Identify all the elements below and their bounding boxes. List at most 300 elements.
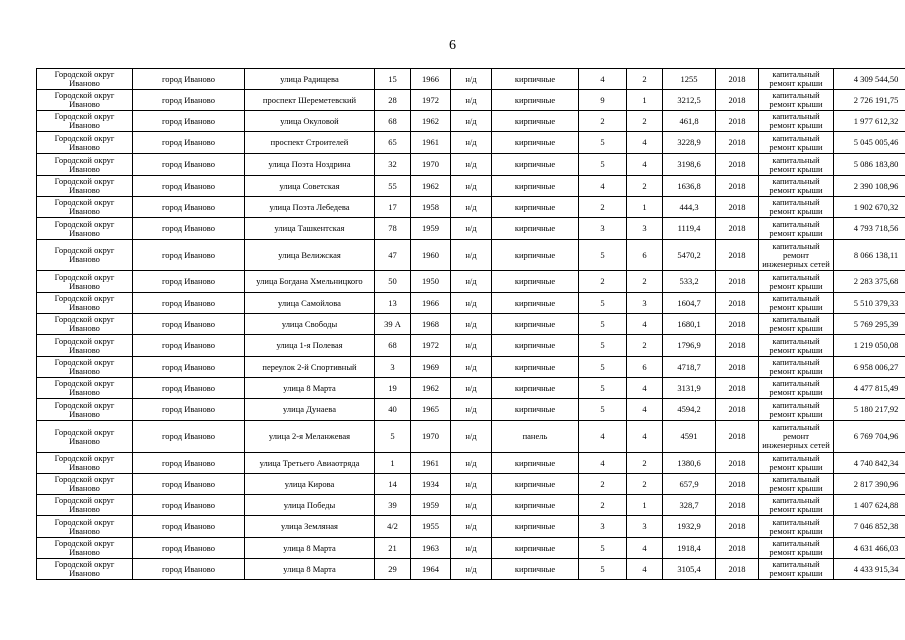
cell-street: улица Советская xyxy=(245,176,375,197)
cell-wall-material: кирпичные xyxy=(492,240,579,271)
cell-house-number: 1 xyxy=(375,453,411,474)
cell-work-type: капитальный ремонт крыши xyxy=(759,474,834,495)
cell-work-type: капитальный ремонт крыши xyxy=(759,111,834,132)
cell-total-area: 1380,6 xyxy=(663,453,716,474)
cell-total-area: 1636,8 xyxy=(663,176,716,197)
table-row xyxy=(37,474,905,495)
table-row xyxy=(37,293,905,314)
cell-street: проспект Строителей xyxy=(245,132,375,154)
cell-year-built: 1961 xyxy=(411,132,451,154)
cell-year-renovated: н/д xyxy=(451,111,492,132)
cell-cost: 4 793 718,56 xyxy=(834,218,905,240)
table-row xyxy=(37,335,905,357)
cell-total-area: 3131,9 xyxy=(663,378,716,399)
cell-cost: 4 309 544,50 xyxy=(834,69,905,90)
cell-total-area: 1796,9 xyxy=(663,335,716,357)
cell-street: улица Поэта Лебедева xyxy=(245,197,375,218)
cell-entrances: 3 xyxy=(627,516,663,538)
cell-floors: 5 xyxy=(579,240,627,271)
cell-wall-material: кирпичные xyxy=(492,197,579,218)
cell-wall-material: кирпичные xyxy=(492,335,579,357)
cell-total-area: 444,3 xyxy=(663,197,716,218)
table-row xyxy=(37,399,905,421)
cell-year-renovated: н/д xyxy=(451,453,492,474)
cell-wall-material: кирпичные xyxy=(492,495,579,516)
cell-work-type: капитальный ремонт инженерных сетей xyxy=(759,240,834,271)
cell-total-area: 461,8 xyxy=(663,111,716,132)
cell-floors: 2 xyxy=(579,271,627,293)
cell-entrances: 2 xyxy=(627,176,663,197)
cell-work-type: капитальный ремонт крыши xyxy=(759,69,834,90)
cell-work-type: капитальный ремонт крыши xyxy=(759,335,834,357)
cell-year-renovated: н/д xyxy=(451,154,492,176)
cell-planned-year: 2018 xyxy=(716,240,759,271)
table-row xyxy=(37,240,905,271)
cell-settlement: город Иваново xyxy=(133,218,245,240)
cell-settlement: город Иваново xyxy=(133,90,245,111)
cell-year-renovated: н/д xyxy=(451,293,492,314)
cell-floors: 5 xyxy=(579,559,627,580)
cell-cost: 8 066 138,11 xyxy=(834,240,905,271)
cell-settlement: город Иваново xyxy=(133,154,245,176)
cell-entrances: 3 xyxy=(627,218,663,240)
cell-settlement: город Иваново xyxy=(133,399,245,421)
cell-wall-material: кирпичные xyxy=(492,111,579,132)
cell-cost: 2 817 390,96 xyxy=(834,474,905,495)
cell-wall-material: кирпичные xyxy=(492,69,579,90)
cell-floors: 5 xyxy=(579,132,627,154)
cell-settlement: город Иваново xyxy=(133,378,245,399)
cell-total-area: 1932,9 xyxy=(663,516,716,538)
cell-settlement: город Иваново xyxy=(133,69,245,90)
cell-entrances: 2 xyxy=(627,335,663,357)
cell-floors: 9 xyxy=(579,90,627,111)
cell-street: улица Богдана Хмельницкого xyxy=(245,271,375,293)
cell-municipality: Городской округ Иваново xyxy=(37,293,133,314)
cell-cost: 5 510 379,33 xyxy=(834,293,905,314)
cell-total-area: 4718,7 xyxy=(663,357,716,378)
cell-house-number: 40 xyxy=(375,399,411,421)
cell-municipality: Городской округ Иваново xyxy=(37,453,133,474)
cell-settlement: город Иваново xyxy=(133,132,245,154)
cell-planned-year: 2018 xyxy=(716,132,759,154)
cell-municipality: Городской округ Иваново xyxy=(37,154,133,176)
cell-entrances: 2 xyxy=(627,111,663,132)
cell-wall-material: панель xyxy=(492,421,579,453)
cell-total-area: 5470,2 xyxy=(663,240,716,271)
cell-work-type: капитальный ремонт крыши xyxy=(759,314,834,335)
table-row xyxy=(37,271,905,293)
cell-year-built: 1959 xyxy=(411,218,451,240)
cell-municipality: Городской округ Иваново xyxy=(37,538,133,559)
cell-floors: 4 xyxy=(579,421,627,453)
cell-cost: 4 477 815,49 xyxy=(834,378,905,399)
cell-total-area: 657,9 xyxy=(663,474,716,495)
cell-settlement: город Иваново xyxy=(133,240,245,271)
cell-work-type: капитальный ремонт крыши xyxy=(759,271,834,293)
cell-planned-year: 2018 xyxy=(716,538,759,559)
cell-planned-year: 2018 xyxy=(716,154,759,176)
cell-planned-year: 2018 xyxy=(716,357,759,378)
cell-street: улица Поэта Ноздрина xyxy=(245,154,375,176)
cell-total-area: 4594,2 xyxy=(663,399,716,421)
cell-wall-material: кирпичные xyxy=(492,132,579,154)
table-row xyxy=(37,197,905,218)
cell-municipality: Городской округ Иваново xyxy=(37,218,133,240)
table-row xyxy=(37,453,905,474)
cell-house-number: 14 xyxy=(375,474,411,495)
cell-entrances: 4 xyxy=(627,154,663,176)
cell-year-renovated: н/д xyxy=(451,421,492,453)
cell-cost: 1 407 624,88 xyxy=(834,495,905,516)
cell-entrances: 2 xyxy=(627,271,663,293)
cell-planned-year: 2018 xyxy=(716,335,759,357)
cell-entrances: 4 xyxy=(627,378,663,399)
cell-municipality: Городской округ Иваново xyxy=(37,474,133,495)
cell-work-type: капитальный ремонт крыши xyxy=(759,197,834,218)
table-row xyxy=(37,516,905,538)
cell-planned-year: 2018 xyxy=(716,271,759,293)
cell-planned-year: 2018 xyxy=(716,516,759,538)
table-row xyxy=(37,314,905,335)
cell-cost: 4 740 842,34 xyxy=(834,453,905,474)
cell-settlement: город Иваново xyxy=(133,176,245,197)
cell-house-number: 15 xyxy=(375,69,411,90)
cell-house-number: 21 xyxy=(375,538,411,559)
cell-cost: 5 769 295,39 xyxy=(834,314,905,335)
cell-total-area: 328,7 xyxy=(663,495,716,516)
cell-street: проспект Шереметевский xyxy=(245,90,375,111)
cell-wall-material: кирпичные xyxy=(492,176,579,197)
cell-street: улица Ташкентская xyxy=(245,218,375,240)
cell-planned-year: 2018 xyxy=(716,111,759,132)
cell-street: улица Земляная xyxy=(245,516,375,538)
cell-work-type: капитальный ремонт крыши xyxy=(759,293,834,314)
cell-planned-year: 2018 xyxy=(716,176,759,197)
cell-municipality: Городской округ Иваново xyxy=(37,378,133,399)
cell-cost: 6 958 006,27 xyxy=(834,357,905,378)
cell-year-built: 1970 xyxy=(411,154,451,176)
cell-cost: 1 977 612,32 xyxy=(834,111,905,132)
cell-street: переулок 2-й Спортивный xyxy=(245,357,375,378)
cell-municipality: Городской округ Иваново xyxy=(37,314,133,335)
cell-planned-year: 2018 xyxy=(716,90,759,111)
cell-entrances: 2 xyxy=(627,453,663,474)
cell-settlement: город Иваново xyxy=(133,474,245,495)
cell-street: улица 2-я Меланжевая xyxy=(245,421,375,453)
cell-cost: 6 769 704,96 xyxy=(834,421,905,453)
cell-settlement: город Иваново xyxy=(133,559,245,580)
cell-planned-year: 2018 xyxy=(716,314,759,335)
cell-work-type: капитальный ремонт крыши xyxy=(759,538,834,559)
cell-house-number: 13 xyxy=(375,293,411,314)
cell-cost: 2 390 108,96 xyxy=(834,176,905,197)
cell-year-built: 1934 xyxy=(411,474,451,495)
cell-wall-material: кирпичные xyxy=(492,474,579,495)
cell-entrances: 2 xyxy=(627,474,663,495)
cell-settlement: город Иваново xyxy=(133,335,245,357)
cell-planned-year: 2018 xyxy=(716,453,759,474)
cell-year-built: 1950 xyxy=(411,271,451,293)
cell-house-number: 29 xyxy=(375,559,411,580)
cell-planned-year: 2018 xyxy=(716,559,759,580)
cell-year-renovated: н/д xyxy=(451,271,492,293)
cell-planned-year: 2018 xyxy=(716,378,759,399)
cell-year-renovated: н/д xyxy=(451,218,492,240)
cell-year-built: 1962 xyxy=(411,176,451,197)
cell-cost: 1 219 050,08 xyxy=(834,335,905,357)
cell-street: улица Кирова xyxy=(245,474,375,495)
cell-work-type: капитальный ремонт крыши xyxy=(759,154,834,176)
cell-street: улица Велижская xyxy=(245,240,375,271)
cell-house-number: 28 xyxy=(375,90,411,111)
cell-work-type: капитальный ремонт крыши xyxy=(759,495,834,516)
cell-year-built: 1955 xyxy=(411,516,451,538)
cell-wall-material: кирпичные xyxy=(492,154,579,176)
cell-house-number: 65 xyxy=(375,132,411,154)
cell-floors: 5 xyxy=(579,335,627,357)
table-row xyxy=(37,495,905,516)
cell-year-built: 1968 xyxy=(411,314,451,335)
cell-settlement: город Иваново xyxy=(133,516,245,538)
cell-planned-year: 2018 xyxy=(716,474,759,495)
cell-planned-year: 2018 xyxy=(716,218,759,240)
table-row xyxy=(37,378,905,399)
cell-street: улица Победы xyxy=(245,495,375,516)
cell-work-type: капитальный ремонт крыши xyxy=(759,516,834,538)
cell-year-renovated: н/д xyxy=(451,399,492,421)
cell-settlement: город Иваново xyxy=(133,421,245,453)
cell-year-renovated: н/д xyxy=(451,335,492,357)
cell-floors: 2 xyxy=(579,474,627,495)
cell-year-renovated: н/д xyxy=(451,538,492,559)
cell-wall-material: кирпичные xyxy=(492,357,579,378)
cell-house-number: 32 xyxy=(375,154,411,176)
table-row xyxy=(37,176,905,197)
cell-entrances: 1 xyxy=(627,90,663,111)
cell-entrances: 4 xyxy=(627,314,663,335)
cell-wall-material: кирпичные xyxy=(492,559,579,580)
cell-year-renovated: н/д xyxy=(451,240,492,271)
cell-year-renovated: н/д xyxy=(451,559,492,580)
cell-work-type: капитальный ремонт крыши xyxy=(759,357,834,378)
cell-wall-material: кирпичные xyxy=(492,90,579,111)
cell-entrances: 1 xyxy=(627,495,663,516)
cell-wall-material: кирпичные xyxy=(492,378,579,399)
cell-settlement: город Иваново xyxy=(133,314,245,335)
cell-municipality: Городской округ Иваново xyxy=(37,197,133,218)
cell-year-renovated: н/д xyxy=(451,378,492,399)
cell-year-built: 1964 xyxy=(411,559,451,580)
cell-planned-year: 2018 xyxy=(716,293,759,314)
cell-total-area: 1604,7 xyxy=(663,293,716,314)
cell-wall-material: кирпичные xyxy=(492,314,579,335)
cell-street: улица 8 Марта xyxy=(245,538,375,559)
table-row xyxy=(37,90,905,111)
cell-total-area: 1255 xyxy=(663,69,716,90)
cell-municipality: Городской округ Иваново xyxy=(37,240,133,271)
cell-total-area: 3228,9 xyxy=(663,132,716,154)
cell-street: улица Самойлова xyxy=(245,293,375,314)
cell-year-built: 1961 xyxy=(411,453,451,474)
cell-year-renovated: н/д xyxy=(451,516,492,538)
cell-floors: 5 xyxy=(579,314,627,335)
page-number: 6 xyxy=(449,38,456,53)
cell-street: улица 8 Марта xyxy=(245,559,375,580)
cell-house-number: 39 А xyxy=(375,314,411,335)
cell-wall-material: кирпичные xyxy=(492,538,579,559)
cell-house-number: 68 xyxy=(375,335,411,357)
cell-entrances: 4 xyxy=(627,421,663,453)
cell-house-number: 68 xyxy=(375,111,411,132)
cell-settlement: город Иваново xyxy=(133,357,245,378)
cell-total-area: 4591 xyxy=(663,421,716,453)
cell-floors: 5 xyxy=(579,378,627,399)
cell-floors: 4 xyxy=(579,453,627,474)
cell-entrances: 4 xyxy=(627,538,663,559)
cell-wall-material: кирпичные xyxy=(492,293,579,314)
cell-year-built: 1963 xyxy=(411,538,451,559)
cell-municipality: Городской округ Иваново xyxy=(37,90,133,111)
cell-cost: 5 086 183,80 xyxy=(834,154,905,176)
cell-street: улица Третьего Авиаотряда xyxy=(245,453,375,474)
cell-cost: 2 726 191,75 xyxy=(834,90,905,111)
table-row xyxy=(37,218,905,240)
cell-year-built: 1965 xyxy=(411,399,451,421)
cell-year-built: 1969 xyxy=(411,357,451,378)
table-row xyxy=(37,111,905,132)
cell-year-built: 1962 xyxy=(411,378,451,399)
cell-wall-material: кирпичные xyxy=(492,271,579,293)
cell-house-number: 17 xyxy=(375,197,411,218)
cell-year-built: 1966 xyxy=(411,293,451,314)
cell-house-number: 19 xyxy=(375,378,411,399)
table-row xyxy=(37,538,905,559)
cell-entrances: 3 xyxy=(627,293,663,314)
cell-settlement: город Иваново xyxy=(133,538,245,559)
cell-year-renovated: н/д xyxy=(451,69,492,90)
cell-floors: 2 xyxy=(579,111,627,132)
cell-floors: 4 xyxy=(579,176,627,197)
cell-total-area: 1680,1 xyxy=(663,314,716,335)
cell-cost: 2 283 375,68 xyxy=(834,271,905,293)
cell-street: улица Свободы xyxy=(245,314,375,335)
cell-planned-year: 2018 xyxy=(716,69,759,90)
cell-work-type: капитальный ремонт крыши xyxy=(759,176,834,197)
cell-wall-material: кирпичные xyxy=(492,218,579,240)
table-row xyxy=(37,132,905,154)
cell-year-renovated: н/д xyxy=(451,176,492,197)
cell-total-area: 3105,4 xyxy=(663,559,716,580)
cell-work-type: капитальный ремонт крыши xyxy=(759,453,834,474)
table-row xyxy=(37,421,905,453)
table-row xyxy=(37,154,905,176)
cell-floors: 2 xyxy=(579,495,627,516)
table-row xyxy=(37,69,905,90)
cell-year-built: 1959 xyxy=(411,495,451,516)
cell-work-type: капитальный ремонт крыши xyxy=(759,378,834,399)
cell-floors: 5 xyxy=(579,293,627,314)
cell-cost: 7 046 852,38 xyxy=(834,516,905,538)
cell-house-number: 39 xyxy=(375,495,411,516)
cell-entrances: 6 xyxy=(627,357,663,378)
cell-planned-year: 2018 xyxy=(716,421,759,453)
cell-municipality: Городской округ Иваново xyxy=(37,335,133,357)
cell-house-number: 3 xyxy=(375,357,411,378)
cell-street: улица 8 Марта xyxy=(245,378,375,399)
cell-work-type: капитальный ремонт крыши xyxy=(759,132,834,154)
cell-work-type: капитальный ремонт крыши xyxy=(759,218,834,240)
cell-house-number: 5 xyxy=(375,421,411,453)
cell-planned-year: 2018 xyxy=(716,399,759,421)
cell-entrances: 4 xyxy=(627,399,663,421)
cell-work-type: капитальный ремонт инженерных сетей xyxy=(759,421,834,453)
cell-municipality: Городской округ Иваново xyxy=(37,421,133,453)
cell-municipality: Городской округ Иваново xyxy=(37,271,133,293)
cell-cost: 4 631 466,03 xyxy=(834,538,905,559)
cell-cost: 5 180 217,92 xyxy=(834,399,905,421)
cell-municipality: Городской округ Иваново xyxy=(37,559,133,580)
cell-settlement: город Иваново xyxy=(133,293,245,314)
cell-house-number: 4/2 xyxy=(375,516,411,538)
cell-municipality: Городской округ Иваново xyxy=(37,69,133,90)
cell-cost: 5 045 005,46 xyxy=(834,132,905,154)
cell-floors: 3 xyxy=(579,516,627,538)
cell-planned-year: 2018 xyxy=(716,197,759,218)
cell-floors: 5 xyxy=(579,538,627,559)
table-row xyxy=(37,559,905,580)
cell-floors: 5 xyxy=(579,357,627,378)
cell-floors: 2 xyxy=(579,197,627,218)
table-row xyxy=(37,357,905,378)
cell-municipality: Городской округ Иваново xyxy=(37,111,133,132)
cell-municipality: Городской округ Иваново xyxy=(37,516,133,538)
cell-municipality: Городской округ Иваново xyxy=(37,495,133,516)
cell-year-built: 1972 xyxy=(411,90,451,111)
housing-repair-table xyxy=(36,68,905,580)
cell-work-type: капитальный ремонт крыши xyxy=(759,559,834,580)
cell-total-area: 1119,4 xyxy=(663,218,716,240)
cell-year-renovated: н/д xyxy=(451,474,492,495)
cell-house-number: 55 xyxy=(375,176,411,197)
cell-year-renovated: н/д xyxy=(451,314,492,335)
cell-street: улица Радищева xyxy=(245,69,375,90)
cell-year-renovated: н/д xyxy=(451,357,492,378)
cell-settlement: город Иваново xyxy=(133,111,245,132)
cell-settlement: город Иваново xyxy=(133,495,245,516)
cell-wall-material: кирпичные xyxy=(492,399,579,421)
cell-municipality: Городской округ Иваново xyxy=(37,176,133,197)
cell-year-built: 1970 xyxy=(411,421,451,453)
cell-year-renovated: н/д xyxy=(451,132,492,154)
cell-settlement: город Иваново xyxy=(133,453,245,474)
cell-entrances: 2 xyxy=(627,69,663,90)
cell-floors: 5 xyxy=(579,154,627,176)
cell-municipality: Городской округ Иваново xyxy=(37,357,133,378)
cell-floors: 4 xyxy=(579,69,627,90)
cell-work-type: капитальный ремонт крыши xyxy=(759,399,834,421)
cell-house-number: 47 xyxy=(375,240,411,271)
cell-floors: 3 xyxy=(579,218,627,240)
cell-floors: 5 xyxy=(579,399,627,421)
cell-total-area: 3198,6 xyxy=(663,154,716,176)
cell-entrances: 4 xyxy=(627,132,663,154)
cell-municipality: Городской округ Иваново xyxy=(37,132,133,154)
cell-total-area: 3212,5 xyxy=(663,90,716,111)
cell-planned-year: 2018 xyxy=(716,495,759,516)
cell-municipality: Городской округ Иваново xyxy=(37,399,133,421)
cell-street: улица Окуловой xyxy=(245,111,375,132)
